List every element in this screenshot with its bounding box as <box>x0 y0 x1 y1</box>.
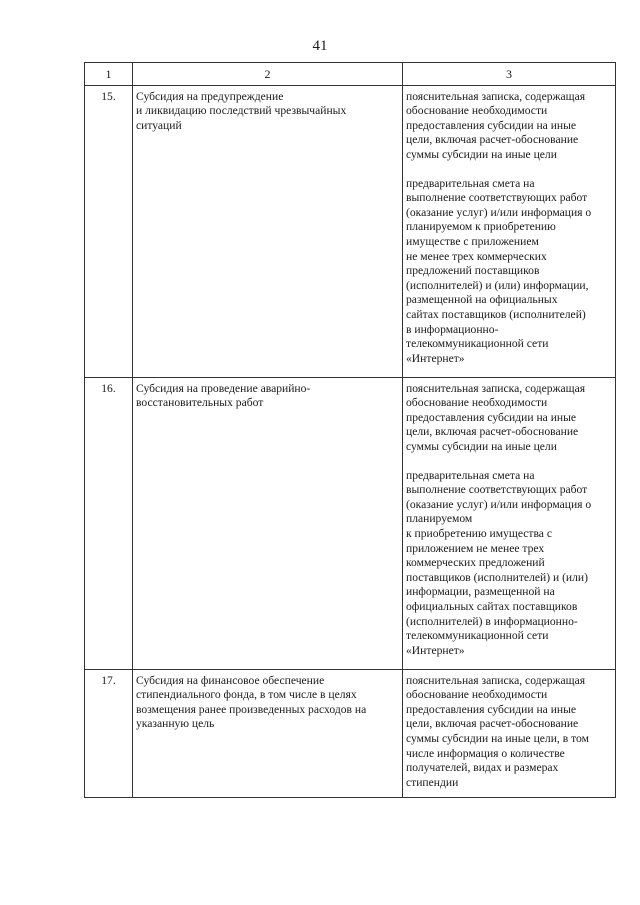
row-number: 16. <box>85 377 133 669</box>
header-col-1: 1 <box>85 63 133 86</box>
documents-cell <box>403 377 616 669</box>
table-header-row <box>85 63 616 86</box>
subsidy-name-cell <box>133 85 403 377</box>
header-col-2: 2 <box>133 63 403 86</box>
row-number: 17. <box>85 669 133 797</box>
subsidy-name: Субсидия на финансовое обеспечение стипендиального фонда, в том числе в целях возмещения ранее произведенных расходов на указанную цель <box>136 673 367 731</box>
subsidy-name: Субсидия на проведение аварийно- восстановительных работ <box>136 381 311 410</box>
table-row <box>85 669 616 797</box>
table-row <box>85 377 616 669</box>
document-item: предварительная смета на выполнение соответствующих работ (оказание услуг) и/или информация о планируемом к приобретению имуществе с приложением не менее трех коммерческих предложений поставщиков (исполнителей) и (или) информации, размещенной на официальных сайтах поставщиков (исполнителей) в информационно- телекоммуникационной сети «Интернет» <box>406 176 592 365</box>
header-col-3: 3 <box>403 63 616 86</box>
document-item: пояснительная записка, содержащая обоснование необходимости предоставления субсидии на иные цели, включая расчет-обоснование суммы субсидии на иные цели, в том числе информация о количестве получателей, видах и размерах стипендии <box>406 673 589 789</box>
subsidy-name-cell <box>133 669 403 797</box>
subsidy-name-cell <box>133 377 403 669</box>
row-number: 15. <box>85 85 133 377</box>
documents-cell <box>403 669 616 797</box>
subsidy-table <box>84 62 616 798</box>
table-row <box>85 85 616 377</box>
document-item: предварительная смета на выполнение соответствующих работ (оказание услуг) и/или информация о планируемом к приобретению имущества с приложением не менее трех коммерческих предложений поставщиков (исполнителей) и (или) информации, размещенной на официальных сайтах поставщиков (исполнителей) в информационно- телекоммуникационной сети «Интернет» <box>406 468 592 657</box>
documents-cell <box>403 85 616 377</box>
document-item: пояснительная записка, содержащая обоснование необходимости предоставления субсидии на иные цели, включая расчет-обоснование суммы субсидии на иные цели <box>406 89 586 161</box>
document-item: пояснительная записка, содержащая обоснование необходимости предоставления субсидии на иные цели, включая расчет-обоснование суммы субсидии на иные цели <box>406 381 586 453</box>
page-number: 41 <box>312 38 328 54</box>
subsidy-name: Субсидия на предупреждение и ликвидацию последствий чрезвычайных ситуаций <box>136 89 347 132</box>
